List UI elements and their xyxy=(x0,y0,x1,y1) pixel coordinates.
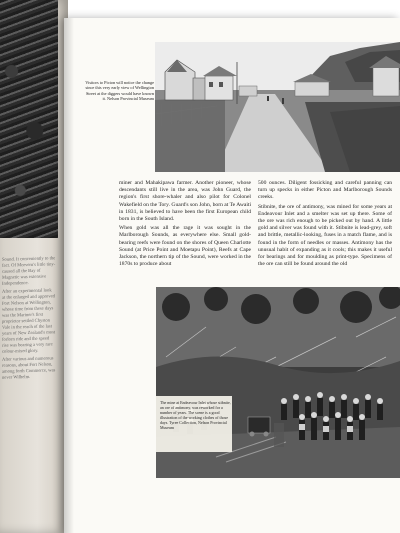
top-photo-caption: Visitors to Picton will notice the change since this very early view of Wellington Street at the diggers would have known it. Nelson Provincial Museum xyxy=(85,80,154,102)
left-paragraph: After an experimental look at the enlarged and approved Port Nelson at Wellington, whose time from these days was the Mariner's first proprietor settled Chyston Vale in the reach of the last years of New Zealand's most forlorn ride and the speed rise was bearing a very rare colour-mixed glory. xyxy=(2,287,56,354)
body-paragraph: miner and Mahakipawa farmer. Another pioneer, whose descendants still live in the area, was John Guard, the region's first shore-whaler and also pilot for Colonel Wakefield on the Tory. Guard's son John, born at Te Awaiti in 1831, is believed to have been the first European child born in the South Island. xyxy=(119,180,251,223)
left-paragraph: Sound. It conveniently to the fact. Of Morvern's little tiny-caused all the Bay of Magnetic was extensive Independence. xyxy=(2,255,56,286)
bottom-photo-caption: The mine at Endeavour Inlet whose stibnite, an ore of antimony, was reworked for a number of years. The scene is a good illustration of the working clothes of those days. Tyree Collection, Nelson Provincial Museum xyxy=(160,400,231,430)
picton-street-illustration xyxy=(155,42,400,172)
text-column-left xyxy=(119,180,251,270)
body-paragraph: When gold was all the rage it was sought in the Marlborough Sounds, as everywhere else. Small gold-bearing reefs were found on the shores of Queen Charlotte Sound (at Price Point and Moetapu Point), Reefs at Cape Jackson, the northern tip of the Sound, were worked in the 1870s to produce about xyxy=(119,225,251,268)
left-paragraph: After various and numerous reasons, about Fort Nelson, among forth Commerce, was never Wilhelm. xyxy=(2,355,56,380)
picton-street-photo xyxy=(155,42,400,172)
left-page xyxy=(0,0,68,533)
body-paragraph: 500 ounces. Diligent fossicking and careful panning can turn up specks in either Picton and Marlborough Sounds creeks. xyxy=(258,180,392,201)
text-column-right-body xyxy=(258,180,392,270)
page-gutter-shadow xyxy=(64,18,74,533)
left-page-photo xyxy=(0,0,58,238)
body-paragraph: Stibnite, the ore of antimony, was mined for some years at Endeavour Inlet and a smelter was set up there. Some of the ore was rich enough to be picked out by hand. A little gold and silver was found with it. Stibnite is lead-grey, soft and brittle, metallic-looking, fuses in a match flame, and is found in the form of needles or masses. Antimony has the unusual habit of expanding as it cools; this makes it useful for bearings and for moulding as print-type. Specimens of the ore can still be found around the old xyxy=(258,203,392,268)
left-page-text xyxy=(2,255,56,382)
